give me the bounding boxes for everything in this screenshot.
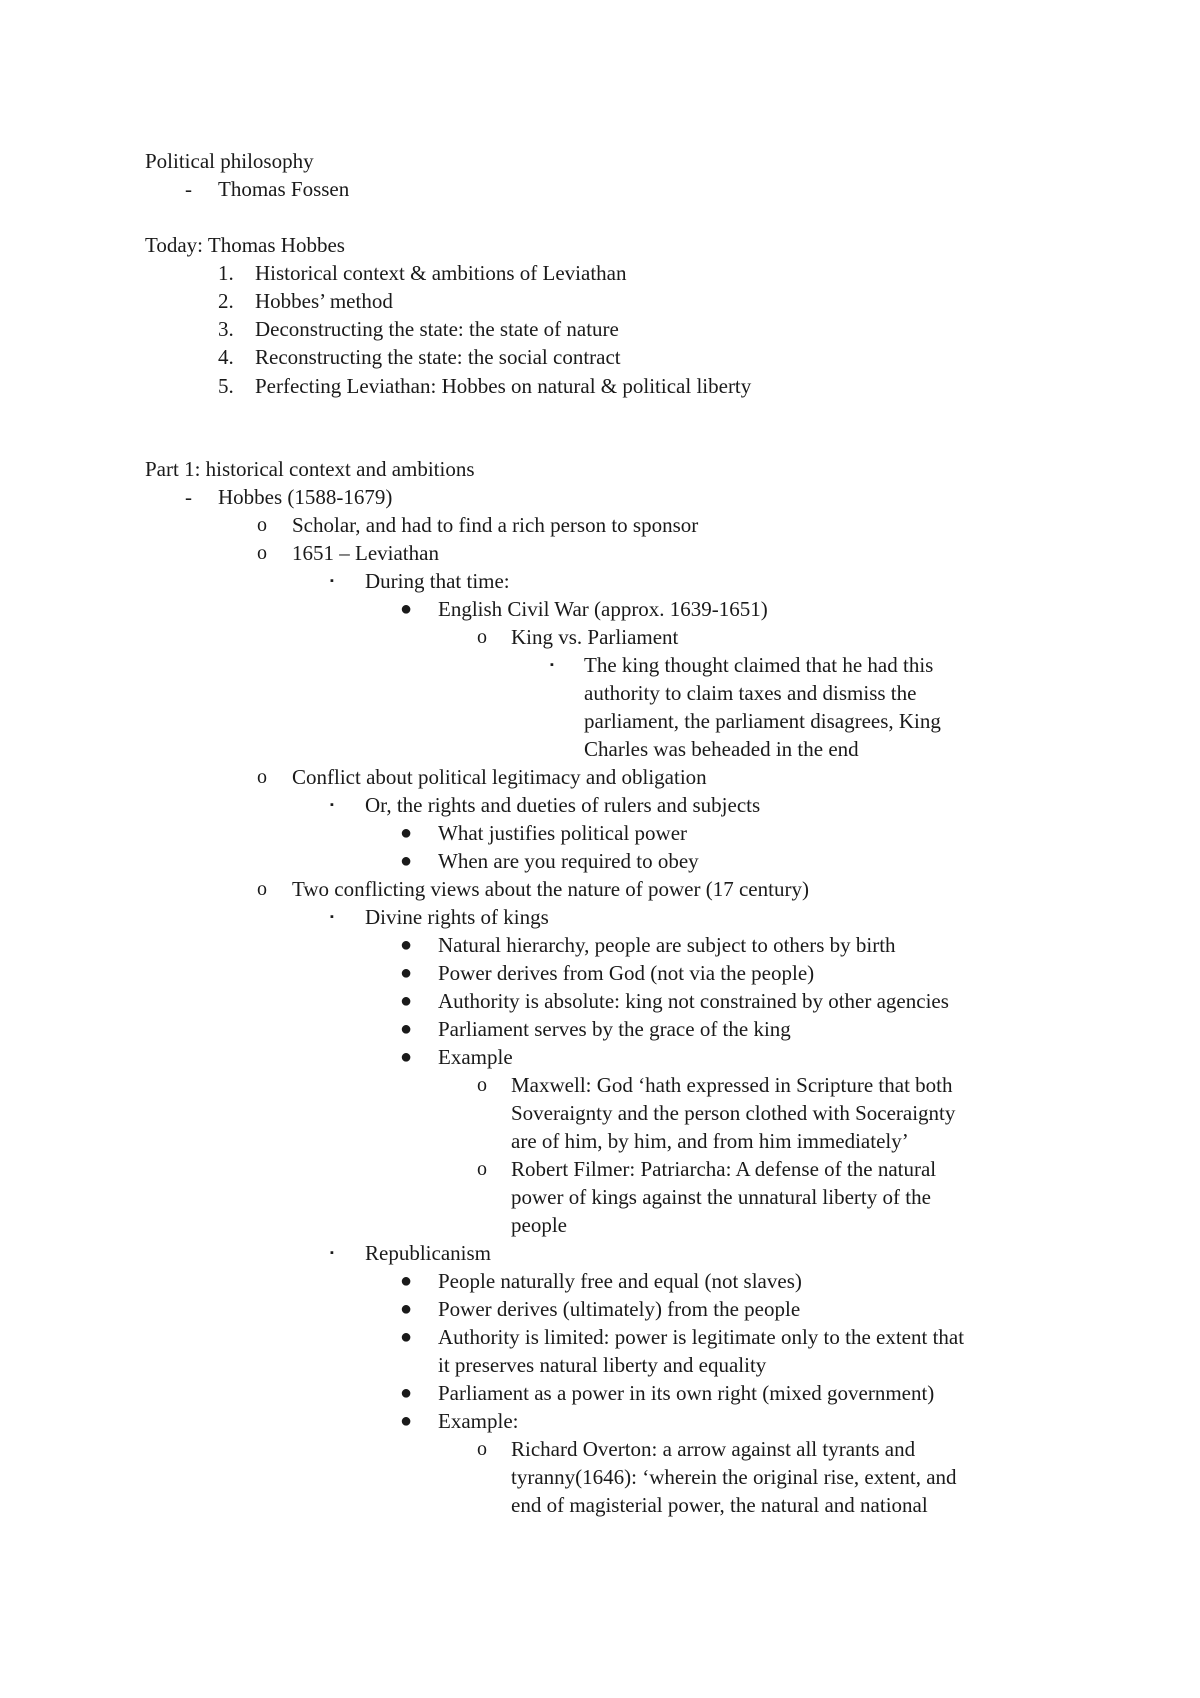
republicanism-heading: Republicanism [365,1241,491,1265]
maxwell-quote-line: are of him, by him, and from him immediately’ [511,1129,909,1153]
maxwell-quote-line: Soveraignty and the person clothed with Soceraignty [511,1101,956,1125]
overton-line: Richard Overton: a arrow against all tyrants and [511,1437,916,1461]
dash-marker: - [185,485,192,509]
scholar-item: Scholar, and had to find a rich person to sponsor [292,513,699,537]
overton-line: end of magisterial power, the natural and national [511,1493,928,1517]
round-bullet: ● [400,1382,413,1404]
circle-bullet: o [477,1074,487,1096]
today-item: Deconstructing the state: the state of nature [255,317,619,341]
divine-rights-heading: Divine rights of kings [365,905,549,929]
round-bullet: ● [400,598,413,620]
republican-point: Power derives (ultimately) from the people [438,1297,801,1321]
dash-marker: - [185,177,192,201]
square-bullet: ▪ [330,911,334,923]
round-bullet: ● [400,962,413,984]
circle-bullet: o [257,766,267,788]
conflict-item: Conflict about political legitimacy and obligation [292,765,707,789]
square-bullet: ▪ [330,575,334,587]
square-bullet: ▪ [550,659,554,671]
circle-bullet: o [257,514,267,536]
divine-point: Authority is absolute: king not constrained by other agencies [438,989,949,1013]
round-bullet: ● [400,1018,413,1040]
today-label: Today: Thomas Hobbes [145,233,345,257]
overton-line: tyranny(1646): ‘wherein the original rise, extent, and [511,1465,957,1489]
list-number: 2. [218,289,234,313]
king-vs-parliament-item: King vs. Parliament [511,625,679,649]
republican-point: People naturally free and equal (not slaves) [438,1269,802,1293]
round-bullet: ● [400,822,413,844]
divine-point: Natural hierarchy, people are subject to others by birth [438,933,896,957]
round-bullet: ● [400,934,413,956]
king-note-line: authority to claim taxes and dismiss the [584,681,917,705]
republican-point: Parliament as a power in its own right (mixed government) [438,1381,935,1405]
circle-bullet: o [257,878,267,900]
list-number: 4. [218,345,234,369]
list-number: 5. [218,374,234,398]
king-note-line: parliament, the parliament disagrees, King [584,709,941,733]
civil-war-item: English Civil War (approx. 1639-1651) [438,597,768,621]
today-item: Reconstructing the state: the social contract [255,345,621,369]
round-bullet: ● [400,1410,413,1432]
circle-bullet: o [477,1158,487,1180]
today-item: Historical context & ambitions of Leviathan [255,261,627,285]
republican-point-cont: it preserves natural liberty and equality [438,1353,767,1377]
round-bullet: ● [400,1270,413,1292]
round-bullet: ● [400,1046,413,1068]
rights-item: Or, the rights and dueties of rulers and subjects [365,793,761,817]
circle-bullet: o [257,542,267,564]
republican-point: Authority is limited: power is legitimate only to the extent that [438,1325,965,1349]
divine-point: Parliament serves by the grace of the king [438,1017,791,1041]
part1-title: Part 1: historical context and ambitions [145,457,475,481]
leviathan-item: 1651 – Leviathan [292,541,439,565]
hobbes-heading: Hobbes (1588-1679) [218,485,393,509]
round-bullet: ● [400,1298,413,1320]
divine-point: Power derives from God (not via the people) [438,961,815,985]
filmer-line: Robert Filmer: Patriarcha: A defense of the natural [511,1157,937,1181]
round-bullet: ● [400,990,413,1012]
circle-bullet: o [477,1438,487,1460]
today-item: Hobbes’ method [255,289,393,313]
divine-point: Example [438,1045,513,1069]
course-title: Political philosophy [145,149,314,173]
two-views-item: Two conflicting views about the nature of power (17 century) [292,877,809,901]
maxwell-quote-line: Maxwell: God ‘hath expressed in Scripture that both [511,1073,953,1097]
republican-point: Example: [438,1409,519,1433]
king-note-line: Charles was beheaded in the end [584,737,859,761]
list-number: 3. [218,317,234,341]
today-item: Perfecting Leviathan: Hobbes on natural & political liberty [255,374,752,398]
round-bullet: ● [400,1326,413,1348]
king-note-line: The king thought claimed that he had this [584,653,934,677]
square-bullet: ▪ [330,1247,334,1259]
filmer-line: people [511,1213,567,1237]
round-bullet: ● [400,850,413,872]
list-number: 1. [218,261,234,285]
justifies-item: What justifies political power [438,821,688,845]
during-item: During that time: [365,569,510,593]
filmer-line: power of kings against the unnatural liberty of the [511,1185,931,1209]
lecturer-name: Thomas Fossen [218,177,350,201]
obey-item: When are you required to obey [438,849,699,873]
square-bullet: ▪ [330,799,334,811]
circle-bullet: o [477,626,487,648]
